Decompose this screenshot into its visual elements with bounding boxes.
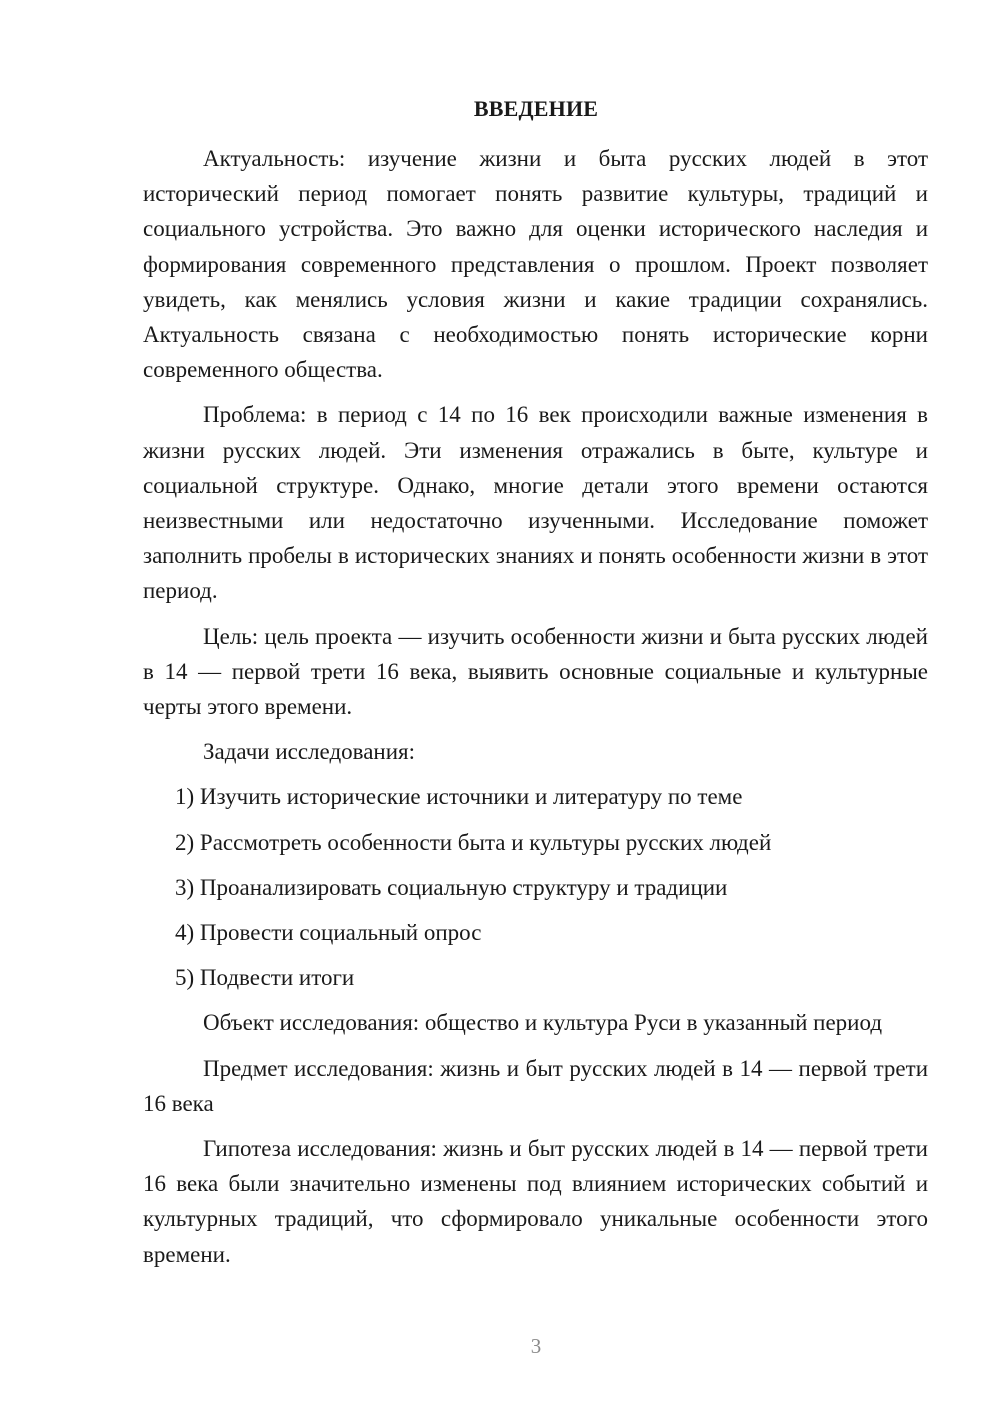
page-title: ВВЕДЕНИЕ xyxy=(473,96,599,121)
task-item: 2) Рассмотреть особенности быта и культуры русских людей xyxy=(175,829,772,855)
paragraph-hypothesis: Гипотеза исследования: жизнь и быт русских людей в 14 — первой трети 16 века были значительно изменены под влиянием исторических событий и культурных традиций, что сформировало уникальные особенности этого времени. xyxy=(143,1136,928,1267)
page-body xyxy=(143,141,928,1282)
paragraph-relevance: Актуальность: изучение жизни и быта русских людей в этот исторический период помогает понять развитие культуры, традиций и социального устройства. Это важно для оценки исторического наследия и формирования современного представления о прошлом. Проект позволяет увидеть, как менялись условия жизни и какие традиции сохранялись. Актуальность связана с необходимостью понять исторические корни современного общества. xyxy=(143,146,928,383)
paragraph-goal: Цель: цель проекта — изучить особенности жизни и быта русских людей в 14 — первой трети 16 века, выявить основные социальные и культурные черты этого времени. xyxy=(143,623,928,720)
paragraph-subject: Предмет исследования: жизнь и быт русских людей в 14 — первой трети 16 века xyxy=(143,1055,928,1116)
tasks-list xyxy=(143,779,928,995)
task-item: 4) Провести социальный опрос xyxy=(175,920,482,946)
paragraph-problem: Проблема: в период с 14 по 16 век происходили важные изменения в жизни русских людей. Эти изменения отражались в быте, культуре и социальной структуре. Однако, многие детали этого времени остаются неизвестными или недостаточно изученными. Исследование поможет заполнить пробелы в исторических знаниях и понять особенности жизни в этот период. xyxy=(143,402,928,604)
task-item: 1) Изучить исторические источники и литературу по теме xyxy=(175,784,743,810)
task-item: 5) Подвести итоги xyxy=(175,965,355,991)
paragraph-object: Объект исследования: общество и культура Руси в указанный период xyxy=(203,1010,883,1036)
tasks-heading: Задачи исследования: xyxy=(203,739,416,765)
page-number: 3 xyxy=(530,1334,542,1358)
task-item: 3) Проанализировать социальную структуру и традиции xyxy=(175,874,728,900)
